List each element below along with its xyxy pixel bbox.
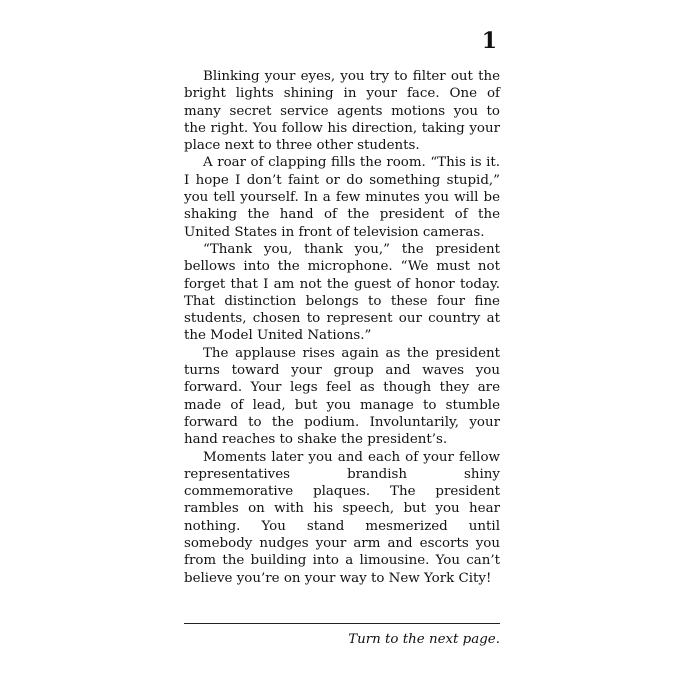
paragraph-2: A roar of clapping fills the room. “This is it. I hope I don’t faint or do something stupid,” you tell yourself. In a few minutes you will be shaking the hand of the president of the United States in front of television cameras. <box>184 155 500 240</box>
paragraph-4: The applause rises again as the president turns toward your group and waves you forward. Your legs feel as though they are made of lead, but you manage to stumble forward to the podium. Involuntarily, your hand reaches to shake the president’s. <box>184 345 500 448</box>
paragraph-3: “Thank you, thank you,” the president bellows into the microphone. “We must not forget that I am not the guest of honor today. That distinction belongs to these four fine students, chosen to represent our country at the Model United Nations.” <box>184 241 500 344</box>
footer-divider <box>184 623 500 624</box>
paragraph-5: Moments later you and each of your fellow representatives brandish shiny commemorative plaques. The president rambles on with his speech, but you hear nothing. You stand mesmerized until somebody nudges your arm and escorts you from the building into a limousine. You can’t believe you’re on your way to New York City! <box>184 449 500 586</box>
paragraph-1: Blinking your eyes, you try to filter out the bright lights shining in your face. One of many secret service agents motions you to the right. You follow his direction, taking your place next to three other students. <box>184 69 500 154</box>
page-number: 1 <box>481 28 497 54</box>
story-text <box>184 68 500 587</box>
next-page-link[interactable]: Turn to the next page. <box>348 632 500 647</box>
